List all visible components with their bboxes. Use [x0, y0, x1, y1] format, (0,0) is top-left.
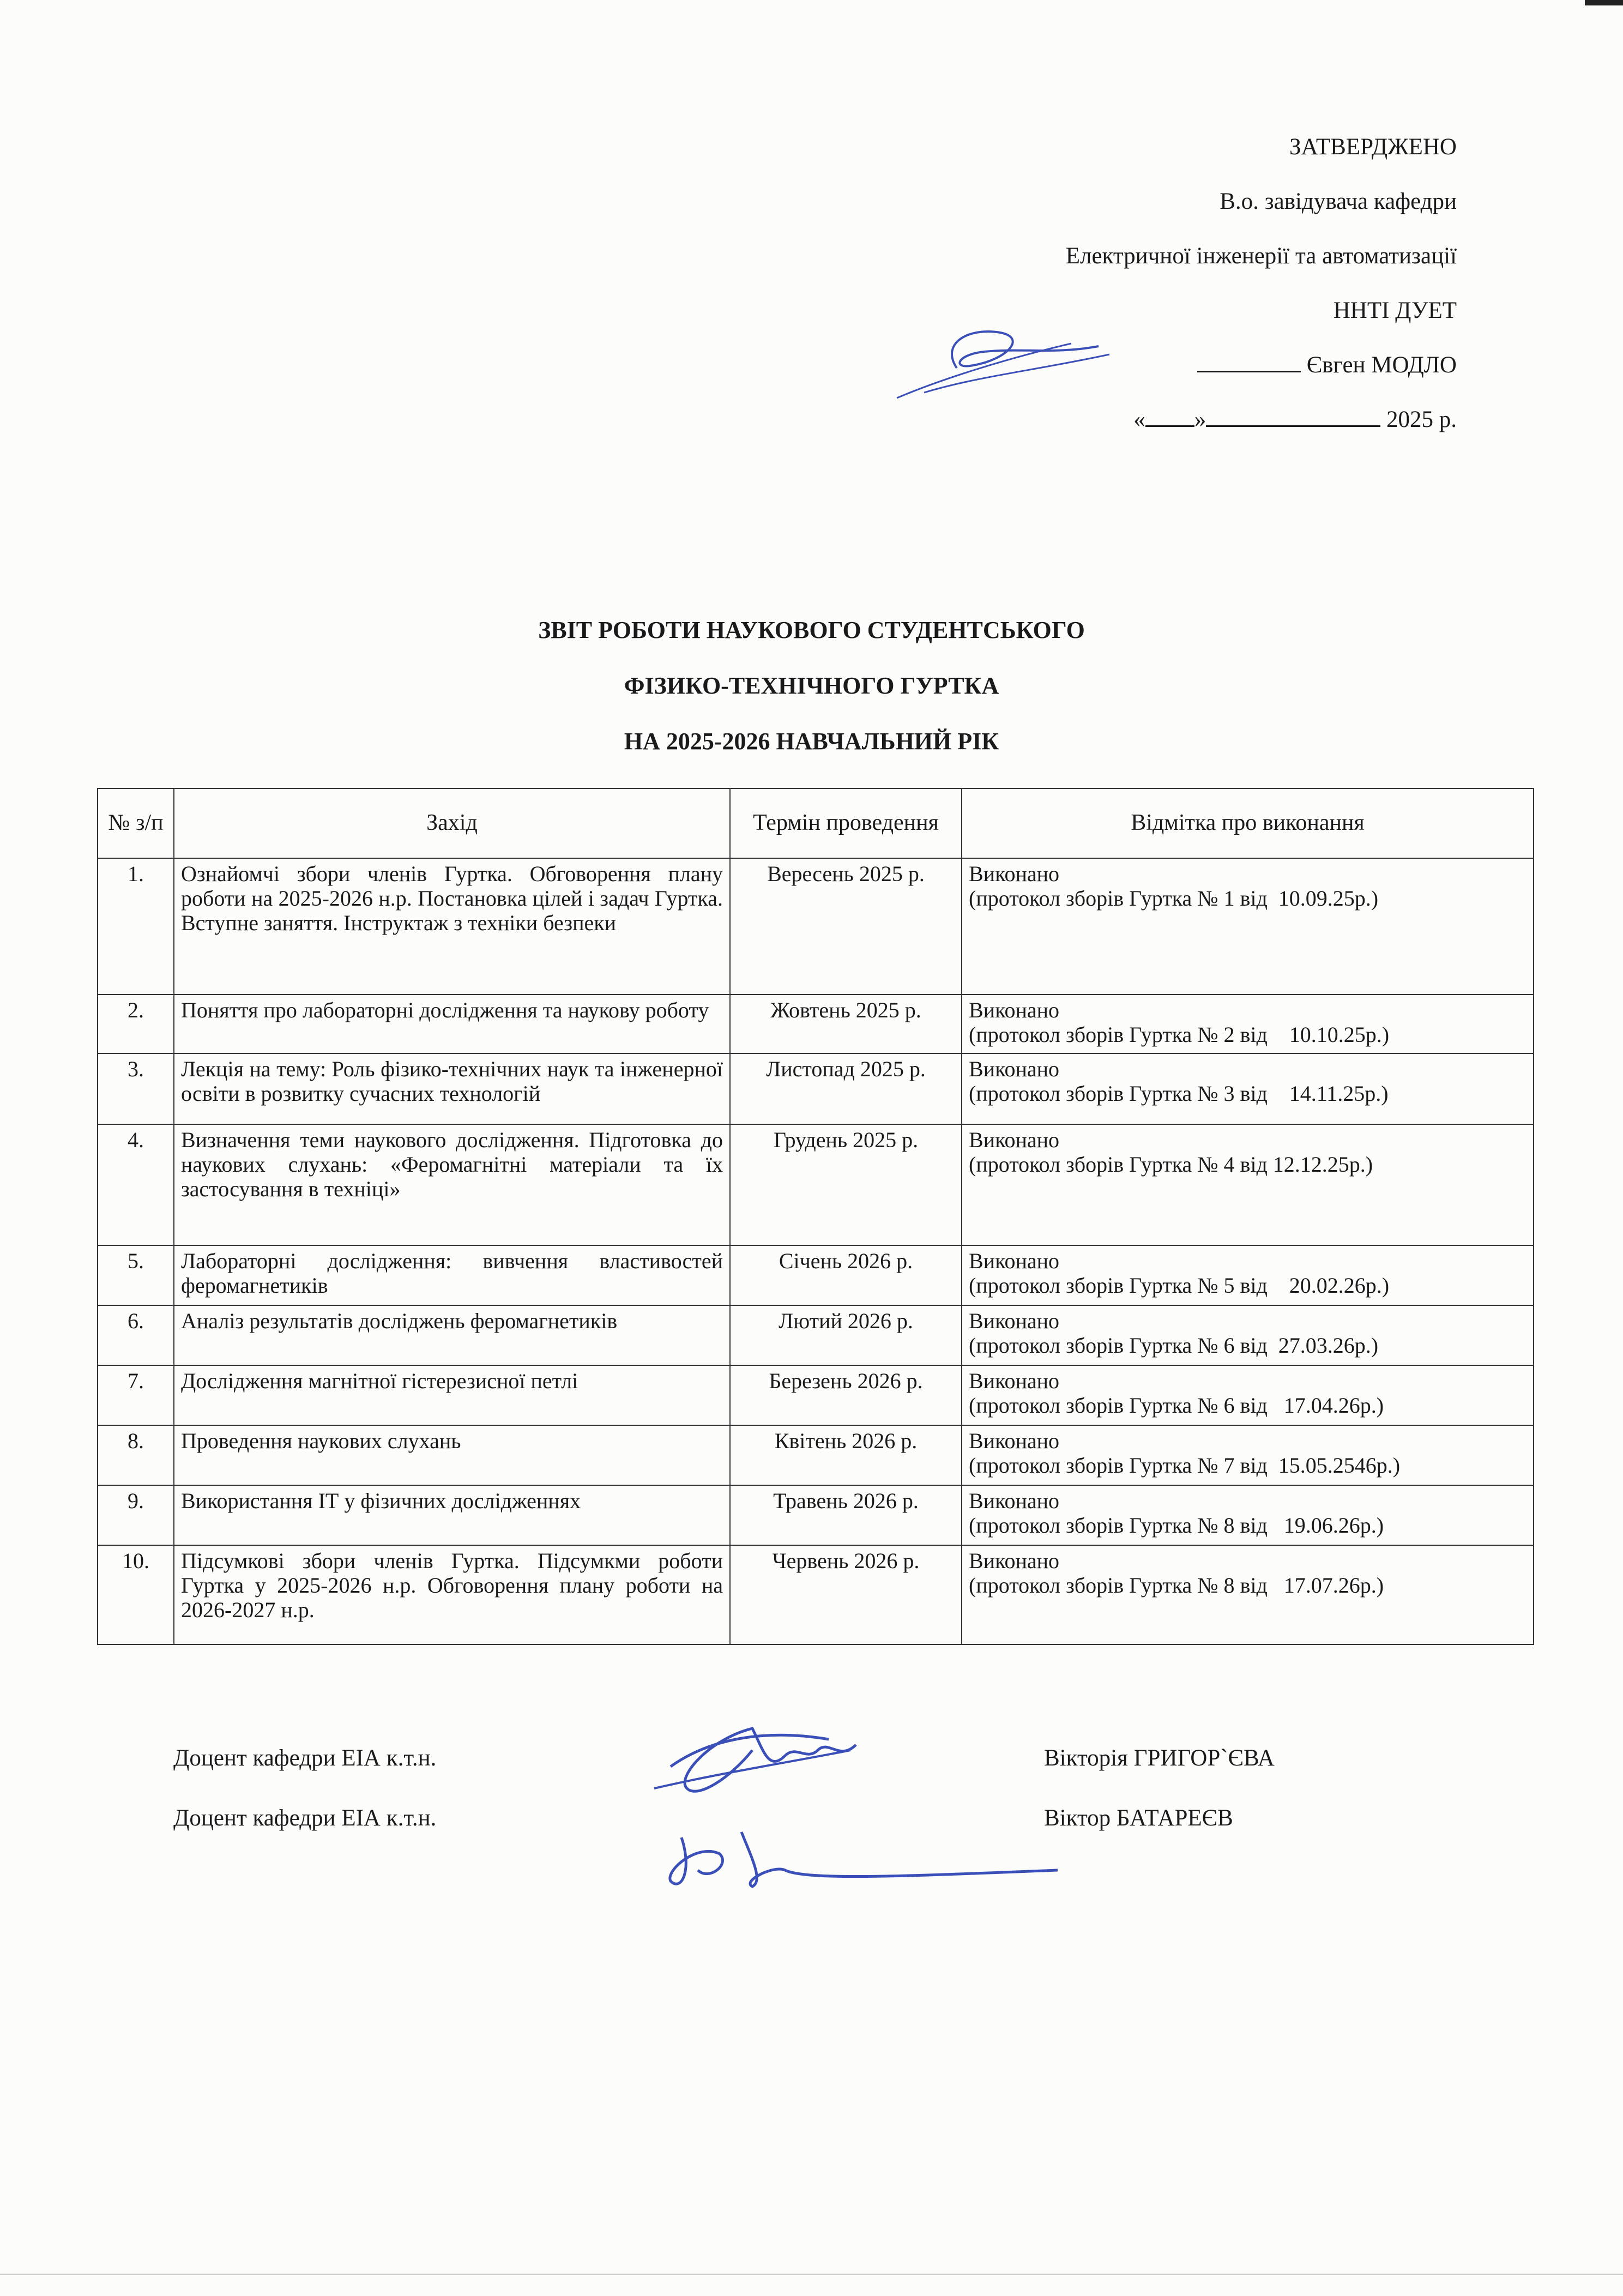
row-status: [962, 1485, 1534, 1545]
scan-bottom-edge: [0, 2274, 1623, 2275]
approval-date-close: »: [1194, 407, 1206, 432]
row-protocol-note: (протокол зборів Гуртка № 4 від 12.12.25р.): [969, 1152, 1373, 1177]
row-number: 8.: [98, 1425, 174, 1485]
signer-1-position: Доцент кафедри ЕІА к.т.н.: [173, 1745, 437, 1771]
approval-date-line: [1066, 393, 1457, 447]
row-status: [962, 1124, 1534, 1245]
row-protocol-note: (протокол зборів Гуртка № 5 від 20.02.26р.): [969, 1273, 1390, 1298]
row-protocol-note: (протокол зборів Гуртка № 1 від 10.09.25р.): [969, 885, 1379, 911]
row-event: Використання ІТ у фізичних дослідженнях: [174, 1485, 730, 1545]
table-row: [98, 995, 1534, 1053]
table-row: [98, 1425, 1534, 1485]
row-status-label: Виконано: [969, 998, 1060, 1022]
row-number: 10.: [98, 1545, 174, 1644]
row-status-label: Виконано: [969, 1548, 1060, 1573]
row-date: Лютий 2026 р.: [730, 1305, 962, 1365]
table-row: [98, 1485, 1534, 1545]
staff-signatures-image: [589, 1707, 1079, 1903]
scan-edge-mark: [1585, 0, 1623, 5]
row-protocol-note: (протокол зборів Гуртка № 8 від 17.07.26р.): [969, 1572, 1384, 1598]
table-row: [98, 1545, 1534, 1644]
header-date: Термін проведення: [730, 788, 962, 858]
approval-signature-blank: [1197, 350, 1301, 372]
row-status: [962, 858, 1534, 995]
title-line-1: ЗВІТ РОБОТИ НАУКОВОГО СТУДЕНТСЬКОГО: [538, 617, 1085, 643]
row-number: 5.: [98, 1245, 174, 1305]
approval-heading: ЗАТВЕРДЖЕНО: [1289, 134, 1457, 160]
report-title: [0, 602, 1623, 769]
title-line-2: ФІЗИКО-ТЕХНІЧНОГО ГУРТКА: [624, 672, 999, 699]
activity-table: [97, 788, 1534, 1645]
header-status: Відмітка про виконання: [962, 788, 1534, 858]
row-protocol-note: (протокол зборів Гуртка № 2 від 10.10.25р.): [969, 1022, 1390, 1047]
row-event: Поняття про лабораторні дослідження та наукову роботу: [174, 995, 730, 1053]
row-event: Аналіз результатів досліджень феромагнетиків: [174, 1305, 730, 1365]
signer-2-name: Віктор БАТАРЕЄВ: [1044, 1805, 1233, 1831]
row-number: 6.: [98, 1305, 174, 1365]
row-number: 4.: [98, 1124, 174, 1245]
row-date: Травень 2026 р.: [730, 1485, 962, 1545]
row-protocol-note: (протокол зборів Гуртка № 6 від 27.03.26р.): [969, 1333, 1379, 1358]
row-event: Лабораторні дослідження: вивчення властивостей феромагнетиків: [174, 1245, 730, 1305]
approval-month-blank: [1206, 405, 1380, 427]
row-status: [962, 1245, 1534, 1305]
header-event: Захід: [174, 788, 730, 858]
signer-1-name: Вікторія ГРИГОР`ЄВА: [1044, 1745, 1275, 1771]
row-date: Грудень 2025 р.: [730, 1124, 962, 1245]
row-number: 2.: [98, 995, 174, 1053]
table-row: [98, 1305, 1534, 1365]
approval-signature-image: [891, 322, 1120, 403]
row-status-label: Виконано: [969, 1369, 1060, 1393]
row-protocol-note: (протокол зборів Гуртка № 3 від 14.11.25р.): [969, 1081, 1389, 1106]
row-number: 7.: [98, 1365, 174, 1425]
row-protocol-note: (протокол зборів Гуртка № 6 від 17.04.26р.): [969, 1393, 1384, 1418]
row-protocol-note: (протокол зборів Гуртка № 7 від 15.05.2546р.): [969, 1453, 1401, 1478]
row-status-label: Виконано: [969, 1309, 1060, 1333]
row-date: Березень 2026 р.: [730, 1365, 962, 1425]
approval-signature-line: [1066, 338, 1457, 393]
row-status: [962, 995, 1534, 1053]
row-status-label: Виконано: [969, 1429, 1060, 1453]
approval-year: 2025 р.: [1386, 407, 1457, 432]
title-line-3: НА 2025-2026 НАВЧАЛЬНИЙ РІК: [624, 728, 999, 755]
approval-date-open: «: [1133, 407, 1145, 432]
table-row: [98, 1365, 1534, 1425]
row-date: Червень 2026 р.: [730, 1545, 962, 1644]
signer-2-position: Доцент кафедри ЕІА к.т.н.: [173, 1805, 437, 1831]
table-row: [98, 1053, 1534, 1124]
row-date: Жовтень 2025 р.: [730, 995, 962, 1053]
approval-day-blank: [1145, 405, 1194, 427]
row-status: [962, 1053, 1534, 1124]
row-number: 3.: [98, 1053, 174, 1124]
row-event: Лекція на тему: Роль фізико-технічних наук та інженерної освіти в розвитку сучасних технологій: [174, 1053, 730, 1124]
row-event: Ознайомчі збори членів Гуртка. Обговорення плану роботи на 2025-2026 н.р. Постановка цілей і задач Гуртка. Вступне заняття. Інструктаж з техніки безпеки: [174, 858, 730, 995]
table-header-row: [98, 788, 1534, 858]
row-status-label: Виконано: [969, 1249, 1060, 1273]
row-status-label: Виконано: [969, 861, 1060, 886]
row-event: Дослідження магнітної гістерезисної петлі: [174, 1365, 730, 1425]
approval-institution: ННТІ ДУЕТ: [1333, 298, 1457, 323]
row-status: [962, 1425, 1534, 1485]
row-number: 9.: [98, 1485, 174, 1545]
row-event: Визначення теми наукового дослідження. Підготовка до наукових слухань: «Феромагнітні матеріали та їх застосування в техніці»: [174, 1124, 730, 1245]
row-status-label: Виконано: [969, 1057, 1060, 1081]
row-date: Вересень 2025 р.: [730, 858, 962, 995]
row-status-label: Виконано: [969, 1128, 1060, 1152]
row-status: [962, 1545, 1534, 1644]
row-protocol-note: (протокол зборів Гуртка № 8 від 19.06.26р.): [969, 1512, 1384, 1538]
row-status: [962, 1365, 1534, 1425]
row-event: Проведення наукових слухань: [174, 1425, 730, 1485]
row-date: Листопад 2025 р.: [730, 1053, 962, 1124]
approval-signer-name: Євген МОДЛО: [1306, 352, 1457, 378]
table-row: [98, 1245, 1534, 1305]
approval-block: [1066, 120, 1457, 447]
table-row: [98, 858, 1534, 995]
approval-position: В.о. завідувача кафедри: [1220, 189, 1457, 214]
row-date: Січень 2026 р.: [730, 1245, 962, 1305]
row-number: 1.: [98, 858, 174, 995]
row-date: Квітень 2026 р.: [730, 1425, 962, 1485]
row-status-label: Виконано: [969, 1489, 1060, 1513]
approval-department: Електричної інженерії та автоматизації: [1065, 243, 1457, 269]
row-status: [962, 1305, 1534, 1365]
row-event: Підсумкові збори членів Гуртка. Підсумкми роботи Гуртка у 2025-2026 н.р. Обговорення плану роботи на 2026-2027 н.р.: [174, 1545, 730, 1644]
table-row: [98, 1124, 1534, 1245]
header-number: № з/п: [98, 788, 174, 858]
